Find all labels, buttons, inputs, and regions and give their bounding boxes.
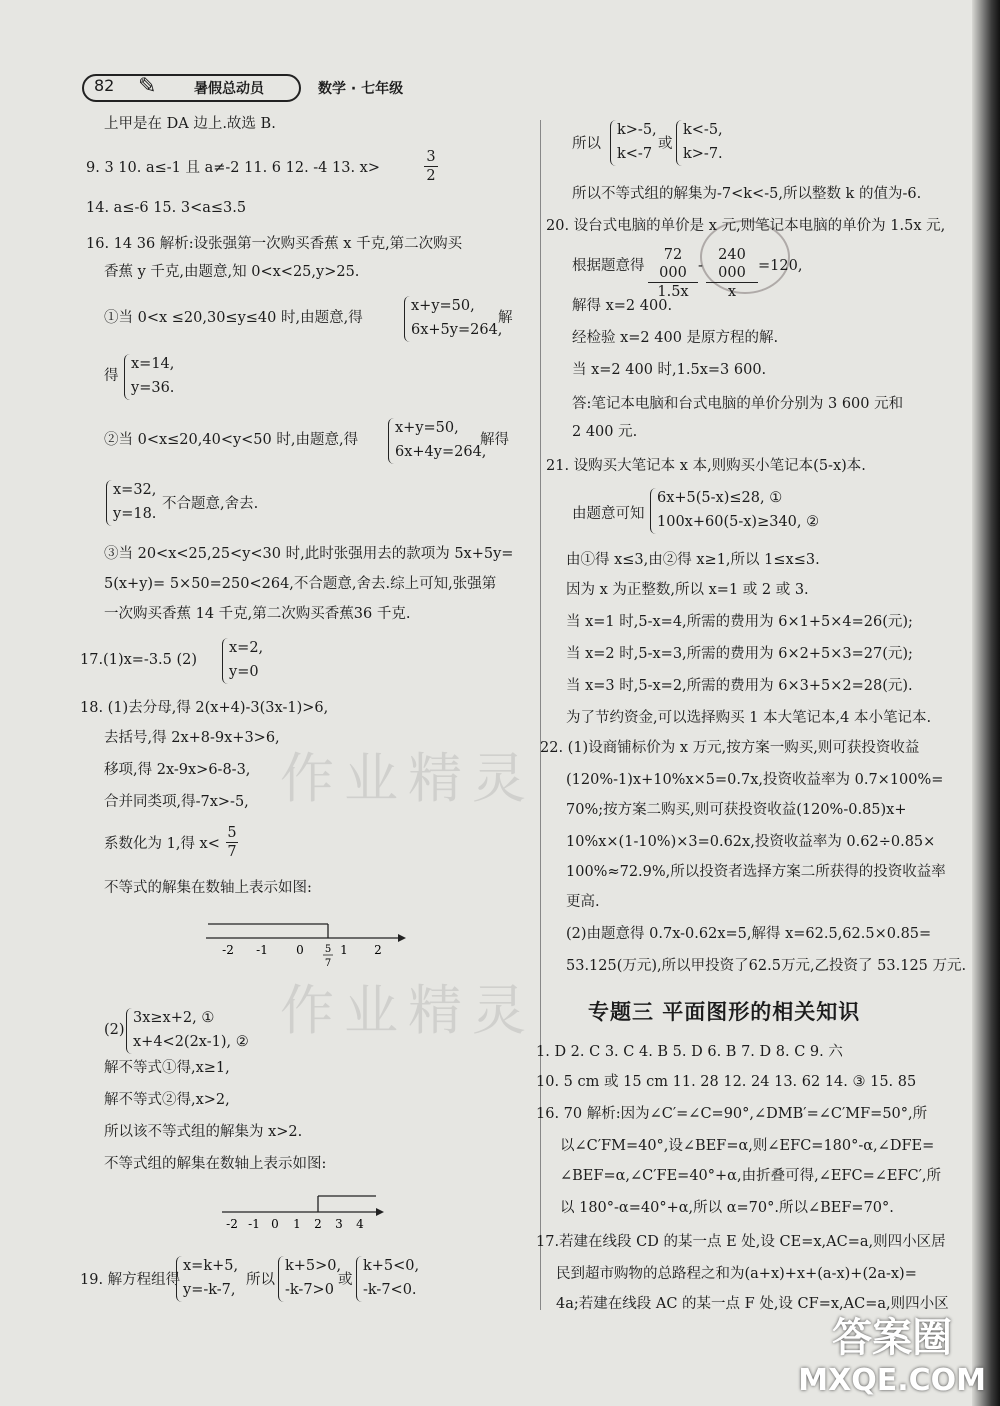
text-line: 解得 [480,432,509,448]
text-line: 香蕉 y 千克,由题意,知 0<x<25,y>25. [104,264,360,280]
fraction [226,824,238,861]
text-line: 所以该不等式组的解集为 x>2. [104,1124,303,1140]
text-line: ①当 0<x ≤20,30≤y≤40 时,由题意,得 [104,310,363,326]
text-line: 解得 x=2 400. [572,298,673,314]
text-line: 系数化为 1,得 x< [104,836,220,852]
tick-label: -1 [256,943,268,957]
page-number: 82 [94,76,115,95]
text-line: 16. 14 36 解析:设张强第一次购买香蕉 x 千克,第二次购买 [86,236,463,252]
tick-label: 1 [340,943,348,957]
tick-label: 3 [335,1217,343,1231]
equation: x=32, [113,482,157,498]
section-title: 专题三 平面图形的相关知识 [588,1000,861,1024]
text-line: 所以 [572,136,601,152]
tick-label: 1 [293,1217,301,1231]
site-watermark-url: MXQE.COM [798,1363,986,1398]
fraction-num: 240 000 [718,247,746,281]
text-line: 所以 [246,1272,275,1288]
text-line: 去括号,得 2x+8-9x+3>6, [104,730,280,746]
equation: k<-7 [617,146,653,162]
text-line: 不合题意,舍去. [162,496,259,512]
equation-system [126,1008,277,1054]
text-line: 1. D 2. C 3. C 4. B 5. D 6. B 7. D 8. C 9. 六 [536,1044,843,1060]
text-line: 由①得 x≤3,由②得 x≥1,所以 1≤x≤3. [566,552,820,568]
column-divider [540,120,541,1310]
equation: x=k+5, [183,1258,239,1274]
text-line: 53.125(万元),所以甲投资了62.5万元,乙投资了 53.125 万元. [566,958,967,974]
header-tab [82,74,301,102]
text-line: 民到超市购物的总路程之和为(a+x)+x+(a-x)+(2a-x)= [556,1266,917,1282]
text-line: 17.(1)x=-3.5 (2) [80,652,198,668]
watermark-2: 作业精灵 [280,979,536,1042]
page-edge-shadow [972,0,1000,1406]
equation: x=14, [131,356,175,372]
text-line: 以 180°-α=40°+α,所以 α=70°.所以∠BEF=70°. [560,1200,894,1216]
equation: k>-5, [617,122,657,138]
fraction-num: 3 [426,149,436,165]
tick-label: 0 [271,1217,279,1231]
tick-label: -2 [222,943,234,957]
tick-label: 2 [314,1217,322,1231]
tick-label: -1 [248,1217,260,1231]
equation-system [106,480,159,526]
equation: 6x+5(5-x)≤28, ① [657,490,783,506]
equation: 3x≥x+2, ① [133,1010,215,1026]
page-header [82,72,422,102]
text-line: 22. (1)设商铺标价为 x 万元,按方案一购买,则可获投资收益 [540,740,920,756]
text-line: 一次购买香蕉 14 千克,第二次购买香蕉36 千克. [104,606,411,622]
fraction-num: 72 000 [659,247,687,281]
tick-label-den: 7 [324,958,332,969]
equation: 100x+60(5-x)≥340, ② [657,514,820,530]
subject-label: 数学 · 七年级 [318,81,404,97]
equation: -k-7>0 [285,1282,334,1298]
text-line: 解不等式②得,x>2, [104,1092,230,1108]
text-line: 9. 3 10. a≤-1 且 a≠-2 11. 6 12. -4 13. x> [86,160,381,176]
equation-system [356,1256,419,1302]
text-line: 14. a≤-6 15. 3<a≤3.5 [86,200,247,216]
tick-label: 0 [296,943,304,957]
text-line: 得 [104,368,119,384]
text-line: 为了节约资金,可以选择购买 1 本大笔记本,4 本小笔记本. [566,710,932,726]
text-line: 18. (1)去分母,得 2(x+4)-3(3x-1)>6, [80,700,329,716]
equation: 6x+5y=264, [411,322,503,338]
text-line: 解 [498,310,513,326]
text-line: 不等式组的解集在数轴上表示如图: [104,1156,327,1172]
text-line: - [698,258,703,274]
text-line: 19. 解方程组得 [80,1272,181,1288]
text-line: 17.若建在线段 CD 的某一点 E 处,设 CE=x,AC=a,则四小区居 [536,1234,946,1250]
fraction-num: 5 [227,825,237,841]
equation: y=18. [113,506,157,522]
text-line: 10. 5 cm 或 15 cm 11. 28 12. 24 13. 62 14. ③ 15. 85 [536,1074,917,1090]
text-line: 当 x=2 时,5-x=3,所需的费用为 6×2+5×3=27(元); [566,646,913,662]
number-line-2 [218,1190,388,1234]
text-line: (2)由题意得 0.7x-0.62x=5,解得 x=62.5,62.5×0.85= [566,926,932,942]
equation-system [404,296,501,342]
text-line: 不等式的解集在数轴上表示如图: [104,880,312,896]
tick-label-num: 5 [324,944,332,955]
site-watermark [798,1306,986,1398]
equation-system [650,488,851,534]
text-line: 答:笔记本电脑和台式电脑的单价分别为 3 600 元和 [572,396,904,412]
text-line: 当 x=1 时,5-x=4,所需的费用为 6×1+5×4=26(元); [566,614,913,630]
text-line: 根据题意得 [572,258,645,274]
fraction-den: 2 [424,166,438,185]
equation-system [222,638,271,684]
text-line: 或 [338,1272,353,1288]
equation: 6x+4y=264, [395,444,487,460]
text-line: 移项,得 2x-9x>6-8-3, [104,762,251,778]
text-line: 16. 70 解析:因为∠C′=∠C=90°,∠DMB′=∠C′MF=50°,所 [536,1106,928,1122]
text-line: 因为 x 为正整数,所以 x=1 或 2 或 3. [566,582,809,598]
text-line: ∠BEF=α,∠C′FE=40°+α,由折叠可得,∠EFC=∠EFC′,所 [560,1168,942,1184]
text-line: 2 400 元. [572,424,638,440]
text-line: (2) [104,1022,125,1038]
text-line: 70%;按方案二购买,则可获投资收益(120%-0.85)x+ [566,802,907,818]
equation: x+y=50, [411,298,475,314]
equation: k+5>0, [285,1258,342,1274]
text-line: 更高. [566,894,600,910]
text-line: 5(x+y)= 5×50=250<264,不合题意,舍去.综上可知,张强第 [104,576,497,592]
equation: k<-5, [683,122,723,138]
book-title: 暑假总动员 [194,81,264,97]
text-line: 以∠C′FM=40°,设∠BEF=α,则∠EFC=180°-α,∠DFE= [560,1138,935,1154]
text-line: 20. 设台式电脑的单价是 x 元,则笔记本电脑的单价为 1.5x 元, [546,218,946,234]
fraction [706,246,758,301]
equation: x+4<2(2x-1), ② [133,1034,249,1050]
equation-system [676,120,737,166]
text-line: =120, [758,258,803,274]
fraction-den: 7 [227,844,237,860]
equation: y=36. [131,380,175,396]
equation-system [278,1256,342,1302]
equation: x=2, [229,640,264,656]
fraction-den: 1.5x [648,282,698,301]
text-line: 合并同类项,得-7x>-5, [104,794,249,810]
equation: -k-7<0. [363,1282,417,1298]
equation-system [610,120,661,166]
text-line: 经检验 x=2 400 是原方程的解. [572,330,779,346]
tick-label: -2 [226,1217,238,1231]
equation-system [176,1256,241,1302]
text-line: 或 [658,136,673,152]
tick-label: 2 [374,943,382,957]
tick-label: 4 [356,1217,364,1231]
text-line: 当 x=3 时,5-x=2,所需的费用为 6×3+5×2=28(元). [566,678,913,694]
text-line: 21. 设购买大笔记本 x 本,则购买小笔记本(5-x)本. [546,458,866,474]
site-watermark-logo: 答案圈 [832,1315,953,1361]
equation: k+5<0, [363,1258,420,1274]
fraction [648,246,698,301]
text-line: (120%-1)x+10%x×5=0.7x,投资收益率为 0.7×100%= [566,772,944,788]
equation-system [124,354,195,400]
text-line: ②当 0<x≤20,40<y<50 时,由题意,得 [104,432,359,448]
text-line: 4a;若建在线段 AC 的某一点 F 处,设 CF=x,AC=a,则四小区 [556,1296,949,1312]
equation: y=0 [229,664,259,680]
text-line: 10%x×(1-10%)×3=0.62x,投资收益率为 0.62÷0.85× [566,834,936,850]
equation: y=-k-7, [183,1282,236,1298]
watermark-1: 作业精灵 [280,747,536,810]
mascot-icon: ✎ [138,74,157,99]
text-line: 解不等式①得,x≥1, [104,1060,230,1076]
text-line: 上甲是在 DA 边上.故选 B. [104,116,276,132]
axis-arrow-icon [376,1208,384,1216]
text-line: 由题意可知 [572,506,645,522]
equation: x+y=50, [395,420,459,436]
fraction-den: x [706,282,758,301]
equation: k>-7. [683,146,723,162]
text-line: 当 x=2 400 时,1.5x=3 600. [572,362,767,378]
text-line: 100%≈72.9%,所以投资者选择方案二所获得的投资收益率 [566,864,946,880]
text-line: ③当 20<x<25,25<y<30 时,此时张强用去的款项为 5x+5y= [104,546,514,562]
fraction [424,148,438,185]
text-line: 所以不等式组的解集为-7<k<-5,所以整数 k 的值为-6. [572,186,922,202]
number-line-1 [200,916,410,972]
axis-arrow-icon [398,934,406,942]
equation-system [388,418,487,464]
